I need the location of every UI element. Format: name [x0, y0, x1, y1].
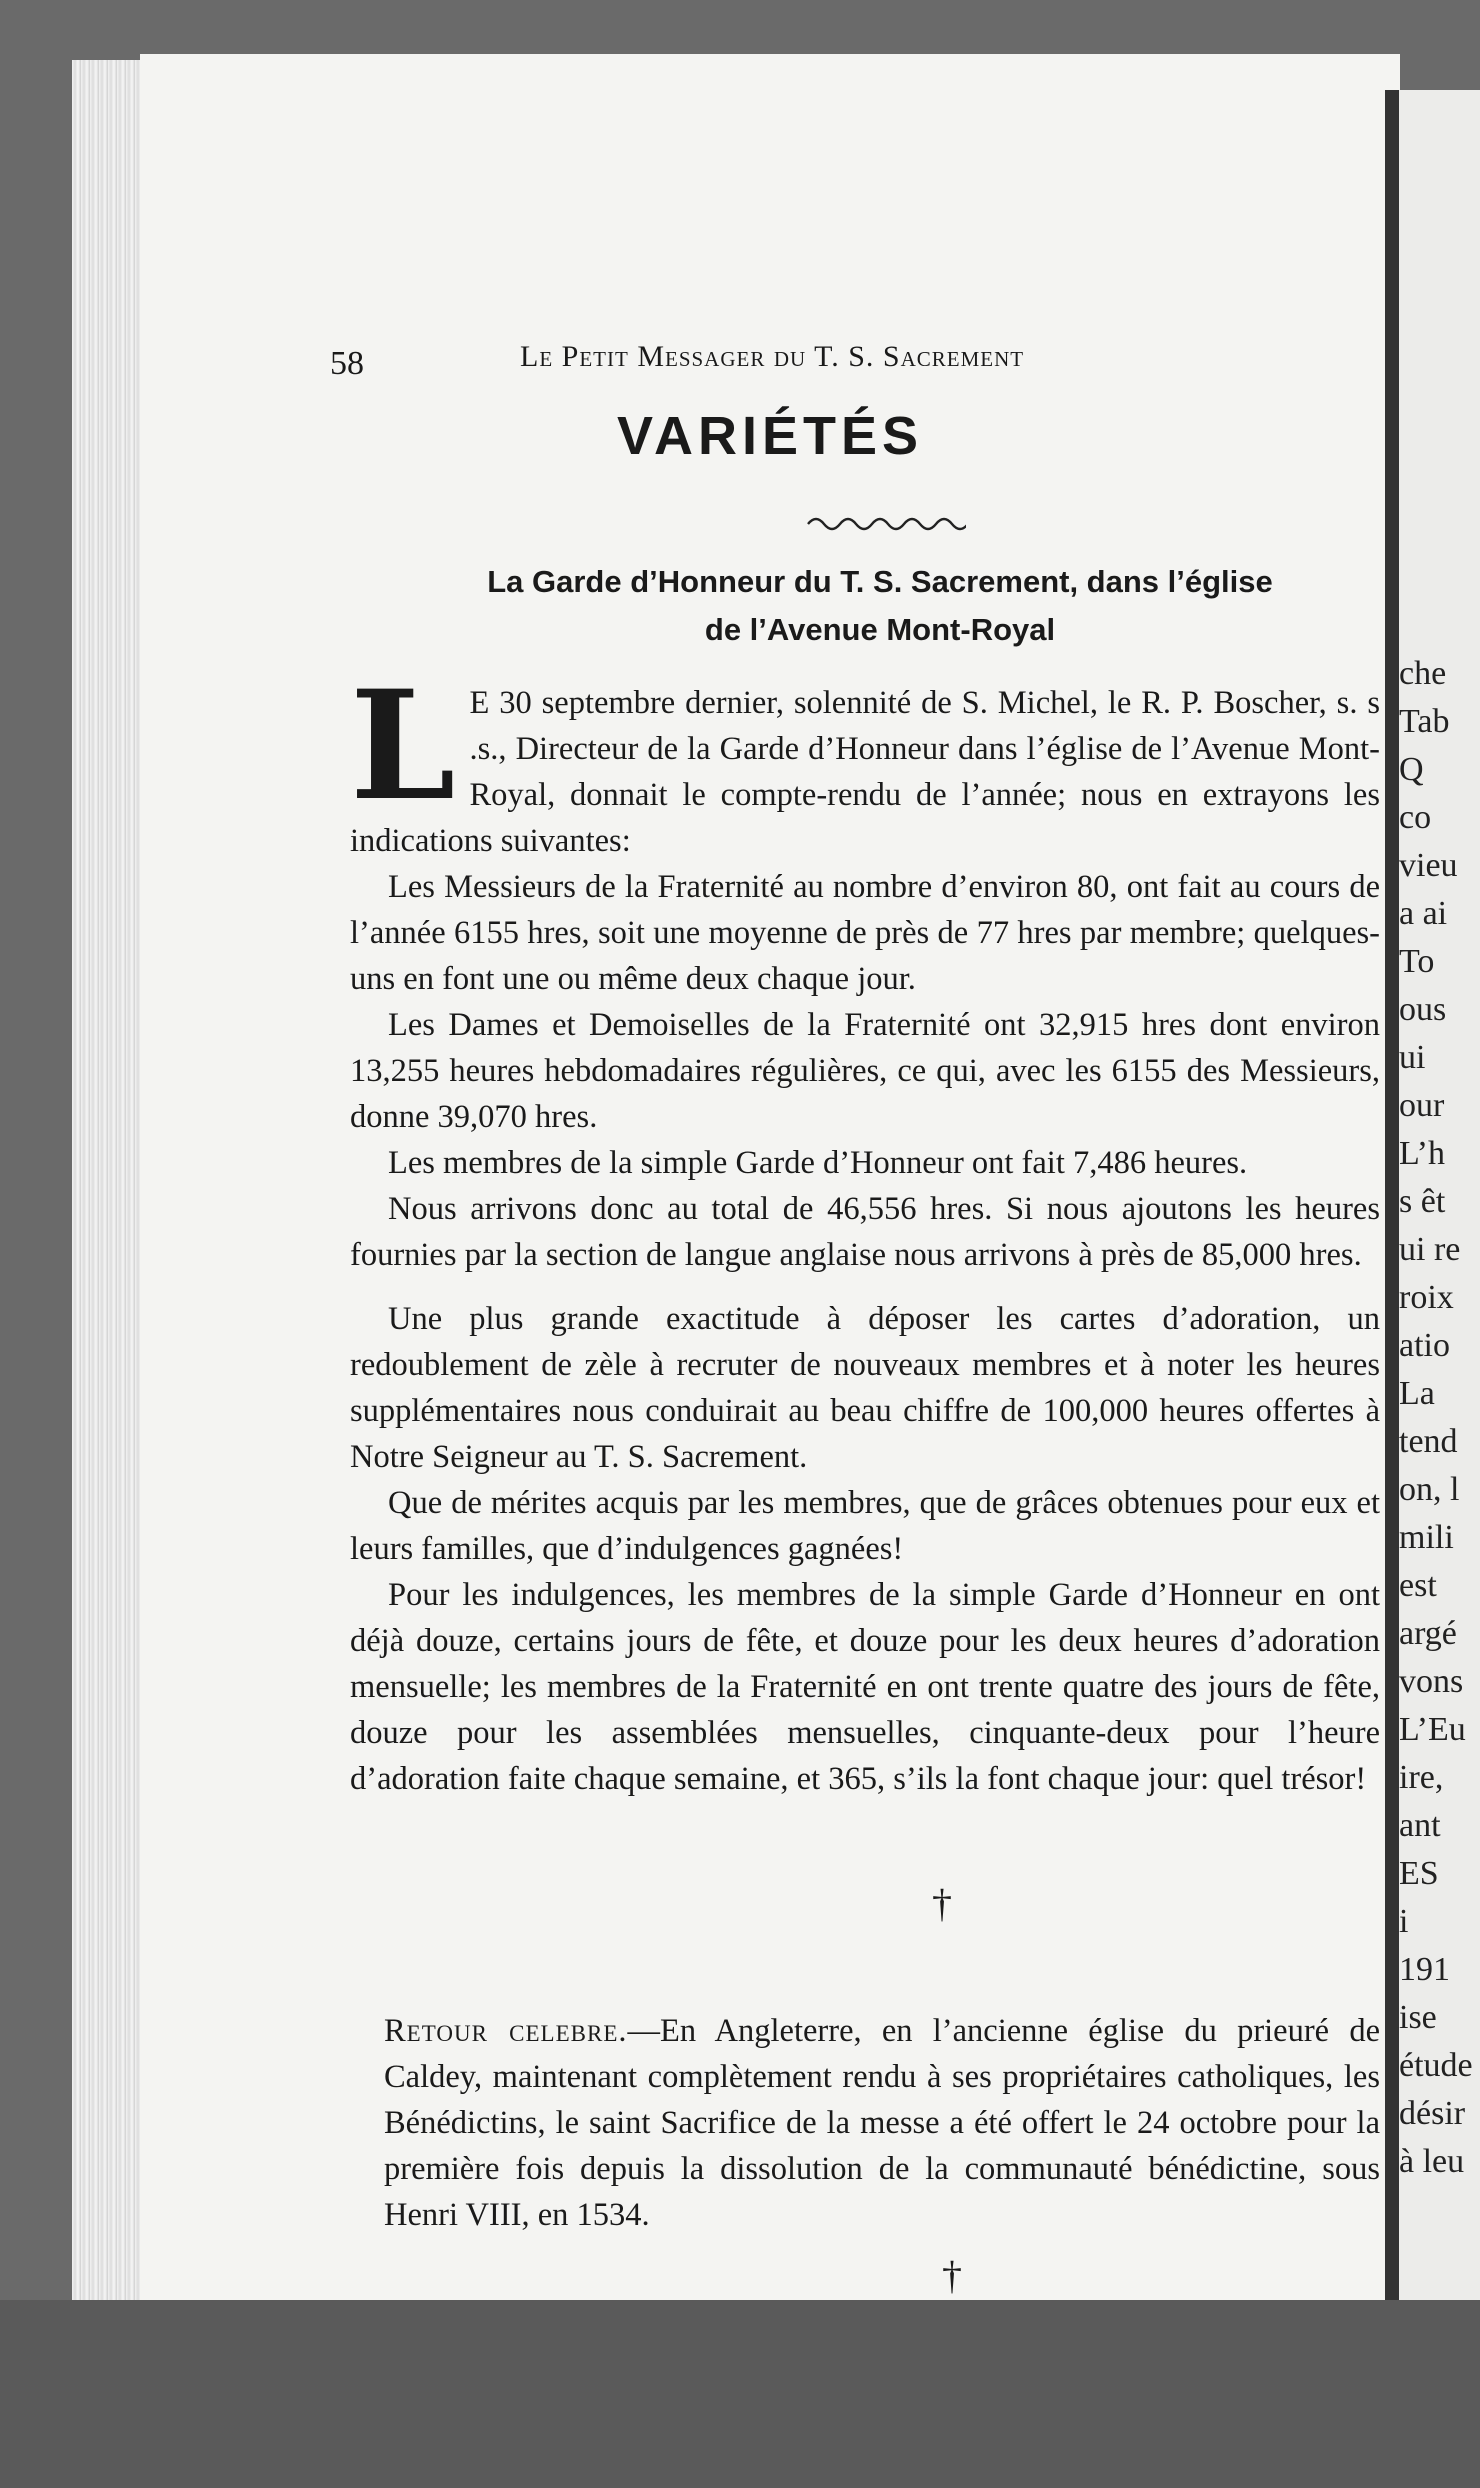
separator-dagger: † [932, 1881, 952, 1926]
separator-dagger-bottom: † [942, 2253, 962, 2298]
scan-background [0, 2300, 1480, 2488]
body-paragraph: Pour les indulgences, les membres de la simple Garde d’Honneur en ont déjà douze, certains jours de fête, et douze pour les deux heures d’adoration mensuelle; les membres de la Fraternité en ont trente quatre des jours de fête, douze pour les assemblées mensuelles, cinquante-deux pour l’heure d’adoration faite chaque semaine, et 365, s’ils la font chaque jour: quel trésor! [350, 1577, 1380, 1797]
body-paragraph: Que de mérites acquis par les membres, que de grâces obtenues pour eux et leurs familles, que d’indulgences gagnées! [350, 1485, 1380, 1567]
article-body [350, 680, 1380, 1802]
body-paragraph: Les Messieurs de la Fraternité au nombre d’environ 80, ont fait au cours de l’année 6155 hres, soit une moyenne de près de 77 hres par membre; quelques-uns en font une ou même deux chaque jour. [350, 869, 1380, 997]
lead-paragraph-text: E 30 septembre dernier, solennité de S. Michel, le R. P. Boscher, s. s .s., Directeur de la Garde d’Honneur dans l’église de l’Avenue Mont-Royal, donnait le compte-rendu de l’année; nous en extrayons les indications suivantes: [350, 685, 1380, 859]
wavy-ornament [806, 510, 966, 534]
drop-cap: L [350, 680, 456, 834]
lead-paragraph [350, 680, 1380, 864]
section-title: VARIÉTÉS [616, 406, 924, 466]
body-paragraph: Nous arrivons donc au total de 46,556 hres. Si nous ajoutons les heures fournies par la section de langue anglaise nous arrivons à près de 85,000 hres. [350, 1191, 1380, 1273]
body-paragraph: Les Dames et Demoiselles de la Fraternité ont 32,915 hres dont environ 13,255 heures hebdomadaires régulières, ce qui, avec les 6155 des Messieurs, donne 39,070 hres. [350, 1007, 1380, 1135]
retour-text: —En Angleterre, en l’ancienne église du prieuré de Caldey, maintenant complètement rendu à ses propriétaires catholiques, les Bénédictins, le saint Sacrifice de la messe a été offert le 24 octobre pour la première fois depuis la dissolution de la communauté bénédictine, sous Henri VIII, en 1534. [384, 2013, 1380, 2233]
article-title [380, 558, 1380, 654]
running-head: Le Petit Messager du T. S. Sacrement [520, 340, 1025, 373]
body-paragraph: Les membres de la simple Garde d’Honneur ont fait 7,486 heures. [388, 1145, 1248, 1181]
book-page-edges [72, 60, 144, 2300]
body-paragraph: Une plus grande exactitude à déposer les cartes d’adoration, un redoublement de zèle à recruter de nouveaux membres et à noter les heures supplémentaires nous conduirait au beau chiffre de 100,000 heures offertes à Notre Seigneur au T. S. Sacrement. [350, 1301, 1380, 1475]
retour-lead: Retour celebre. [384, 2013, 628, 2049]
article-title-line-1: La Garde d’Honneur du T. S. Sacrement, dans l’église [487, 564, 1273, 599]
page-number: 58 [330, 345, 364, 382]
article-title-line-2: de l’Avenue Mont-Royal [704, 612, 1056, 647]
retour-paragraph [384, 2008, 1380, 2238]
facing-page: che Tab Q co vieu a ai To ous ui our L’h s êt ui re roix atio La tend on, l mili est argé vons L’Eu ire, ant ES i 191 ise étude désir à leu [1385, 90, 1480, 2330]
